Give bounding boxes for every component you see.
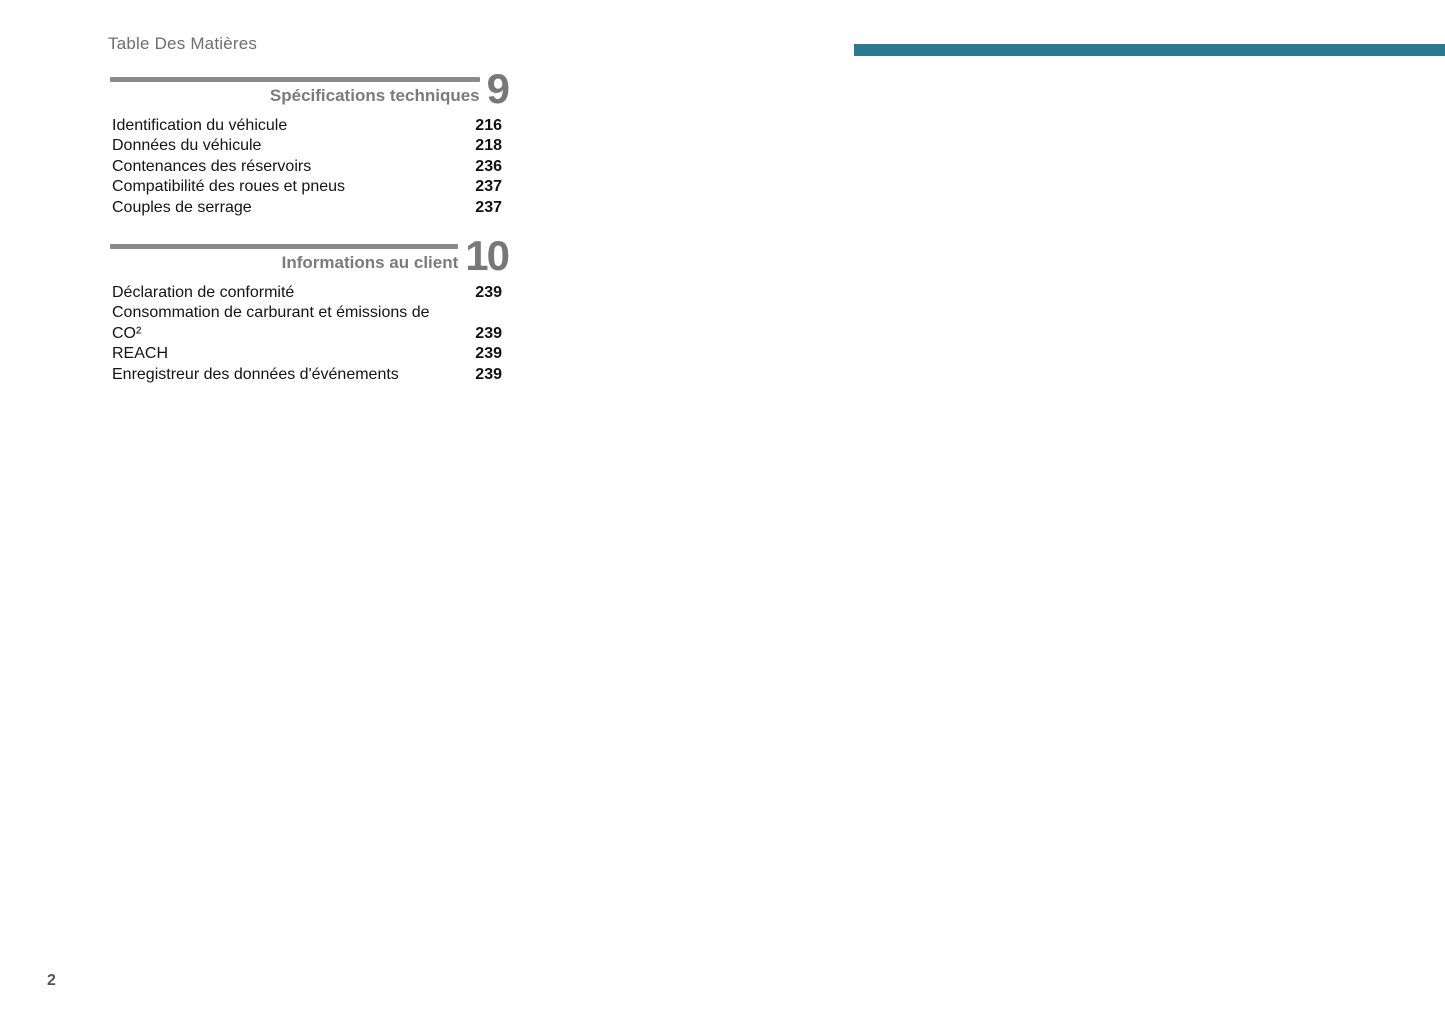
toc-entry-label: CO²	[112, 324, 142, 342]
toc-entry[interactable]	[112, 136, 502, 156]
toc-entry-page: 237	[475, 198, 502, 216]
toc-entry-label: Compatibilité des roues et pneus	[112, 178, 346, 196]
section-number: 9	[486, 65, 508, 112]
toc-entry-label: Déclaration de conformité	[112, 284, 295, 302]
footer-page-number: 2	[47, 972, 56, 989]
section-header	[110, 65, 508, 112]
section-header-left	[110, 244, 458, 272]
toc-entry[interactable]	[112, 157, 502, 177]
section-title: Spécifications techniques	[269, 86, 480, 105]
section-entries	[110, 283, 508, 385]
section-divider-bar	[110, 77, 480, 82]
section-number: 10	[465, 232, 508, 280]
toc-entry-label: Identification du véhicule	[112, 117, 288, 134]
toc-entry[interactable]	[112, 283, 502, 303]
section-title: Informations au client	[281, 253, 459, 273]
toc-entry[interactable]	[112, 303, 502, 323]
table-of-contents	[110, 65, 508, 411]
toc-entry-label: Enregistreur des données d'événements	[112, 365, 399, 383]
toc-entry-page: 239	[475, 284, 502, 302]
toc-entry[interactable]	[112, 344, 502, 364]
section-header-left	[110, 77, 480, 105]
accent-bar	[854, 44, 1445, 56]
toc-entry[interactable]	[112, 116, 502, 136]
toc-entry-label: Contenances des réservoirs	[112, 157, 312, 175]
toc-entry-label: Données du véhicule	[112, 137, 262, 155]
section-divider-bar	[110, 244, 458, 249]
toc-entry-label: REACH	[112, 345, 169, 363]
toc-entry-page: 239	[475, 365, 502, 383]
toc-entry[interactable]	[112, 365, 502, 385]
toc-entry-label: Couples de serrage	[112, 198, 252, 216]
section-entries	[110, 116, 508, 218]
toc-entry[interactable]	[112, 324, 502, 344]
toc-entry-page: 239	[475, 345, 502, 363]
section-header	[110, 232, 508, 280]
toc-section-9	[110, 65, 508, 218]
toc-section-10	[110, 232, 508, 385]
page-title: Table Des Matières	[108, 34, 258, 53]
toc-entry-label: Consommation de carburant et émissions de	[112, 304, 430, 322]
toc-entry-page: 237	[475, 178, 502, 196]
toc-entry-page: 218	[475, 137, 502, 155]
toc-entry[interactable]	[112, 177, 502, 197]
toc-entry-page: 236	[475, 157, 502, 175]
toc-entry[interactable]	[112, 198, 502, 218]
toc-entry-page: 216	[475, 117, 502, 134]
toc-entry-page: 239	[475, 324, 502, 342]
